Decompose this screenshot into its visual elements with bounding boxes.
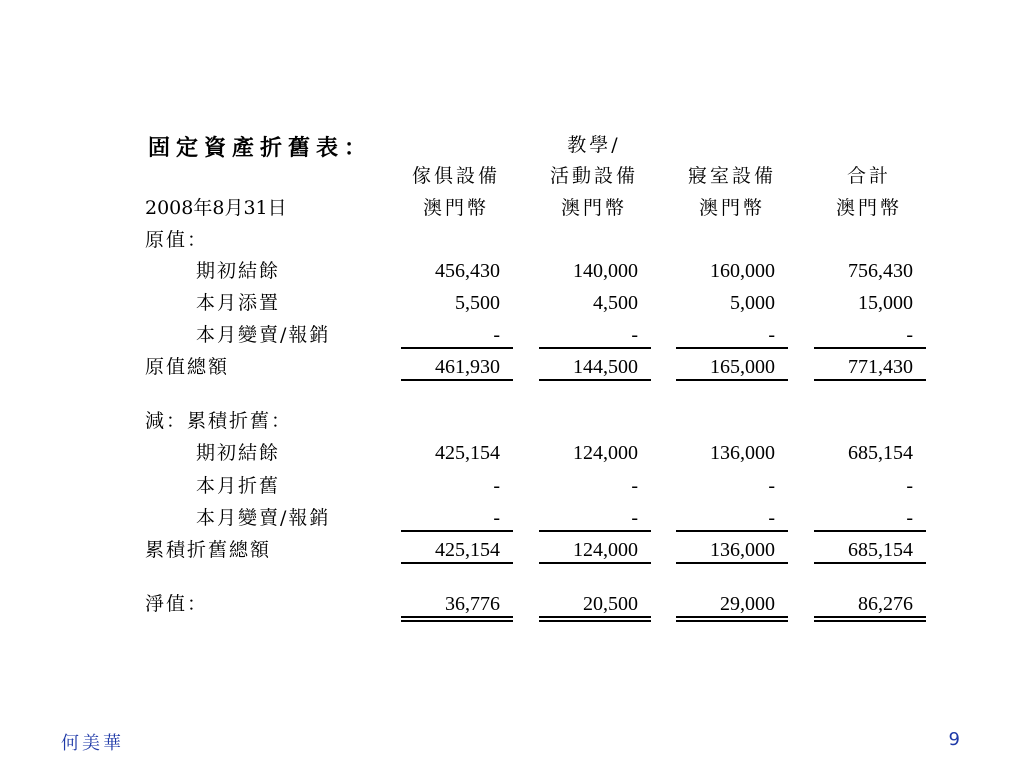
- cell-value: 5,500: [455, 292, 500, 314]
- double-rule: [676, 616, 788, 618]
- cell-value: 86,276: [858, 593, 913, 615]
- cell-value: -: [906, 475, 913, 497]
- double-rule: [539, 620, 651, 622]
- column-header-2: 活動設備: [549, 165, 638, 187]
- total-rule: [814, 562, 926, 564]
- cell-value: -: [906, 324, 913, 346]
- cell-value: 15,000: [858, 292, 913, 314]
- cell-value: 140,000: [573, 260, 638, 282]
- column-header-1: 傢俱設備: [411, 165, 500, 187]
- cell-value: 771,430: [848, 356, 913, 378]
- column-header-4: 合計: [846, 165, 891, 187]
- date-label: 2008年8月31日: [145, 197, 287, 219]
- total-rule: [676, 379, 788, 381]
- cell-value: 461,930: [435, 356, 500, 378]
- row-label: 本月折舊: [196, 475, 281, 497]
- double-rule: [401, 616, 513, 618]
- cell-value: 4,500: [593, 292, 638, 314]
- total-rule: [401, 379, 513, 381]
- double-rule: [814, 620, 926, 622]
- cell-value: -: [493, 324, 500, 346]
- net-label: 淨值：: [145, 593, 209, 615]
- total-rule: [539, 562, 651, 564]
- subtotal-rule: [539, 347, 651, 349]
- double-rule: [401, 620, 513, 622]
- page-number: 9: [948, 729, 960, 750]
- row-label: 期初結餘: [196, 442, 281, 464]
- double-rule: [539, 616, 651, 618]
- table-title: 固定資產折舊表：: [148, 135, 373, 161]
- row-label: 本月變賣/報銷: [196, 324, 331, 346]
- double-rule: [814, 616, 926, 618]
- cell-value: 165,000: [710, 356, 775, 378]
- cell-value: -: [768, 475, 775, 497]
- subtotal-rule: [676, 347, 788, 349]
- cost-heading: 原值：: [145, 229, 209, 251]
- cell-value: 29,000: [720, 593, 775, 615]
- row-label: 期初結餘: [196, 260, 281, 282]
- row-label: 本月變賣/報銷: [196, 507, 331, 529]
- cell-value: 756,430: [848, 260, 913, 282]
- cell-value: 425,154: [435, 442, 500, 464]
- row-label: 原值總額: [145, 356, 230, 378]
- subtotal-rule: [814, 530, 926, 532]
- depreciation-heading: 減：累積折舊：: [145, 410, 293, 432]
- cell-value: -: [493, 475, 500, 497]
- subtotal-rule: [401, 347, 513, 349]
- cell-value: 136,000: [710, 442, 775, 464]
- subtotal-rule: [401, 530, 513, 532]
- cell-value: 124,000: [573, 539, 638, 561]
- cell-value: 456,430: [435, 260, 500, 282]
- cell-value: 160,000: [710, 260, 775, 282]
- column-currency-3: 澳門幣: [698, 197, 765, 219]
- cell-value: 36,776: [445, 593, 500, 615]
- column-currency-1: 澳門幣: [422, 197, 489, 219]
- cell-value: 5,000: [730, 292, 775, 314]
- column-currency-4: 澳門幣: [835, 197, 902, 219]
- total-rule: [539, 379, 651, 381]
- row-label: 本月添置: [196, 292, 281, 314]
- cell-value: 425,154: [435, 539, 500, 561]
- column-currency-2: 澳門幣: [560, 197, 627, 219]
- total-rule: [401, 562, 513, 564]
- cell-value: 685,154: [848, 442, 913, 464]
- total-rule: [676, 562, 788, 564]
- cell-value: -: [768, 507, 775, 529]
- cell-value: -: [631, 324, 638, 346]
- total-rule: [814, 379, 926, 381]
- cell-value: -: [768, 324, 775, 346]
- cell-value: 685,154: [848, 539, 913, 561]
- cell-value: -: [906, 507, 913, 529]
- column-header-3: 寢室設備: [687, 165, 776, 187]
- cell-value: -: [631, 475, 638, 497]
- row-label: 累積折舊總額: [145, 539, 272, 561]
- subtotal-rule: [676, 530, 788, 532]
- cell-value: -: [631, 507, 638, 529]
- double-rule: [676, 620, 788, 622]
- subtotal-rule: [814, 347, 926, 349]
- cell-value: -: [493, 507, 500, 529]
- subtotal-rule: [539, 530, 651, 532]
- cell-value: 144,500: [573, 356, 638, 378]
- cell-value: 124,000: [573, 442, 638, 464]
- footer-author: 何美華: [61, 733, 124, 754]
- cell-value: 20,500: [583, 593, 638, 615]
- column-header-top-2: 教學/: [567, 134, 621, 156]
- cell-value: 136,000: [710, 539, 775, 561]
